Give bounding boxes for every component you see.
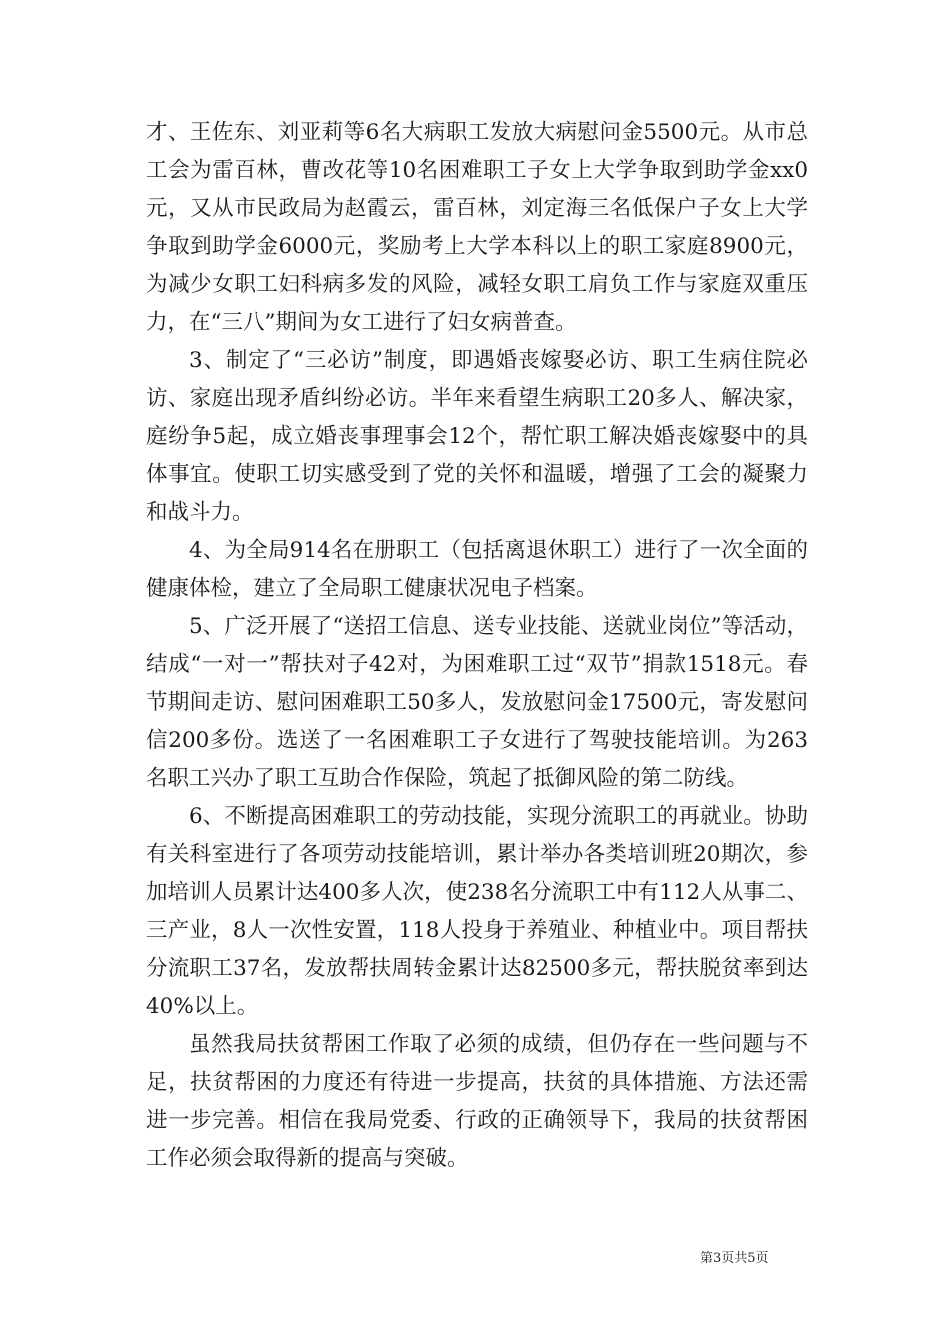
page-number: 第3页共5页 [700, 1251, 769, 1266]
paragraph-conclusion: 虽然我局扶贫帮困工作取了必须的成绩，但仍存在一些问题与不足，扶贫帮困的力度还有待进一步提高，扶贫的具体措施、方法还需进一步完善。相信在我局党委、行政的正确领导下，我局的扶贫帮困工作必须会取得新的提高与突破。 [146, 1032, 808, 1171]
paragraph-item-5: 5、广泛开展了“送招工信息、送专业技能、送就业岗位”等活动，结成“一对一”帮扶对子42对，为困难职工过“双节”捐款1518元。春节期间走访、慰问困难职工50多人，发放慰问金17500元，寄发慰问信200多份。选送了一名困难职工子女进行了驾驶技能培训。为263名职工兴办了职工互助合作保险，筑起了抵御风险的第二防线。 [146, 614, 808, 791]
paragraph-item-4: 4、为全局914名在册职工（包括离退休职工）进行了一次全面的健康体检，建立了全局职工健康状况电子档案。 [146, 538, 808, 601]
paragraph-item-3: 3、制定了“三必访”制度，即遇婚丧嫁娶必访、职工生病住院必访、家庭出现矛盾纠纷必访。半年来看望生病职工20多人、解决家，庭纷争5起，成立婚丧事理事会12个，帮忙职工解决婚丧嫁娶中的具体事宜。使职工切实感受到了党的关怀和温暖，增强了工会的凝聚力和战斗力。 [146, 348, 808, 525]
paragraph-item-6: 6、不断提高困难职工的劳动技能，实现分流职工的再就业。协助有关科室进行了各项劳动技能培训，累计举办各类培训班20期次，参加培训人员累计达400多人次，使238名分流职工中有112人从事二、三产业，8人一次性安置，118人投身于养殖业、种植业中。项目帮扶分流职工37名，发放帮扶周转金累计达82500多元，帮扶脱贫率到达40%以上。 [146, 804, 808, 1019]
paragraph-continuation: 才、王佐东、刘亚莉等6名大病职工发放大病慰问金5500元。从市总工会为雷百林，曹改花等10名困难职工子女上大学争取到助学金xx0元，又从市民政局为赵霞云，雷百林，刘定海三名低保户子女上大学争取到助学金6000元，奖励考上大学本科以上的职工家庭8900元，为减少女职工妇科病多发的风险，减轻女职工肩负工作与家庭双重压力，在“三八”期间为女工进行了妇女病普查。 [146, 120, 808, 335]
document-body [146, 114, 808, 1178]
